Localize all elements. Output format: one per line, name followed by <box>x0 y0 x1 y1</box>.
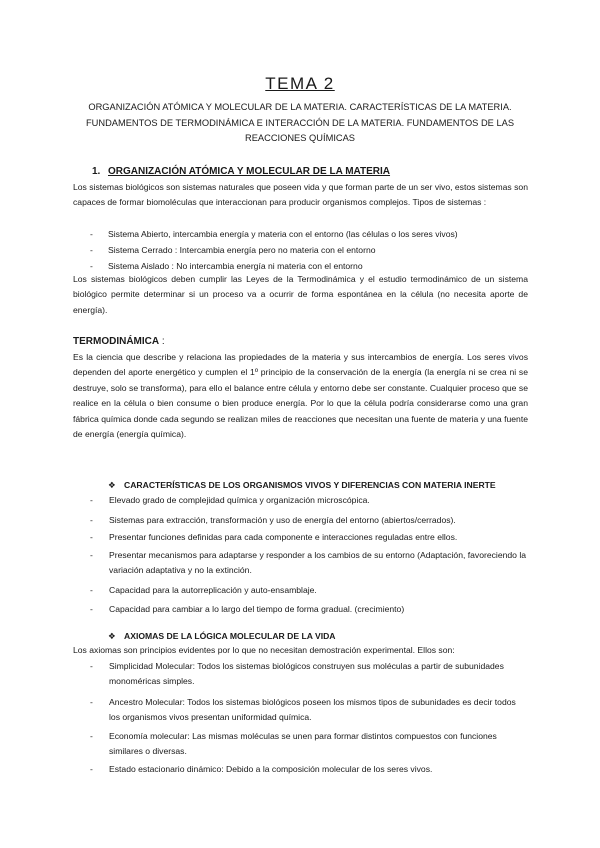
termodinamica-heading: TERMODINÁMICA : <box>73 336 165 347</box>
list-item: - Estado estacionario dinámico: Debido a la composición molecular de los seres vivos. <box>90 764 433 774</box>
list-item: - Presentar mecanismos para adaptarse y responder a los cambios de su entorno (Adaptación, favoreciendo la variación adaptativa y no la extinción. <box>90 550 527 576</box>
section-1-closing: Los sistemas biológicos deben cumplir las Leyes de la Termodinámica y el estudio termodinámico de un sistema biológico permite determinar si un proceso va a ocurrir de forma espontánea en la célula (no necesita aporte de energía). <box>73 274 528 315</box>
section-1-intro: Los sistemas biológicos son sistemas naturales que poseen vida y que forman parte de un ser vivo, estos sistemas son capaces de formar biomoléculas que interaccionan para producir organismos complejos. Tipos de sistemas : <box>73 182 528 208</box>
subtitle: ORGANIZACIÓN ATÓMICA Y MOLECULAR DE LA MATERIA. CARACTERÍSTICAS DE LA MATERIA. FUNDAMENTOS DE TERMODINÁMICA E INTERACCIÓN DE LA MATERIA. FUNDAMENTOS DE LAS REACCIONES QUÍMICAS <box>85 102 515 143</box>
page-title: TEMA 2 <box>265 74 335 93</box>
list-item: - Sistemas para extracción, transformación y uso de energía del entorno (abiertos/cerrados). <box>90 515 456 525</box>
section-number: 1. <box>92 166 101 177</box>
termodinamica-text: Es la ciencia que describe y relaciona las propiedades de la materia y sus intercambios de energía. Los seres vivos dependen del aporte energético y cumplen el 1º principio de la conservación de la energía (la energía ni se crea ni se destruye, solo se transforma), para ello el balance entre célula y entorno debe ser constante. Cualquier proceso que se realice en la célula o bien consume o bien produce energía. Por lo que la célula podría considerarse como una gran fábrica química donde cada segundo se realizan miles de reacciones que necesitan una fuente de materia y una fuente de energía (energía química). <box>73 352 528 440</box>
list-item: - Presentar funciones definidas para cada componente e interacciones reguladas entre ellos. <box>90 532 458 542</box>
list-item: - Capacidad para cambiar a lo largo del tiempo de forma gradual. (crecimiento) <box>90 604 405 614</box>
diamond-bullet-icon: ❖ <box>108 631 116 641</box>
section-1-heading <box>92 166 390 177</box>
caracteristicas-heading: ❖ CARACTERÍSTICAS DE LOS ORGANISMOS VIVOS Y DIFERENCIAS CON MATERIA INERTE <box>108 480 496 490</box>
list-item: - Simplicidad Molecular: Todos los sistemas biológicos construyen sus moléculas a partir de subunidades monoméricas simples. <box>90 661 504 687</box>
diamond-bullet-icon: ❖ <box>108 480 116 490</box>
list-item: - Sistema Abierto, intercambia energía y materia con el entorno (las células o los seres vivos) <box>90 229 458 239</box>
list-item: - Elevado grado de complejidad química y organización microscópica. <box>90 495 370 505</box>
axiomas-heading: ❖ AXIOMAS DE LA LÓGICA MOLECULAR DE LA VIDA <box>108 631 336 641</box>
list-item: - Sistema Aislado : No intercambia energía ni materia con el entorno <box>90 261 363 271</box>
axiomas-intro: Los axiomas son principios evidentes por lo que no necesitan demostración experimental. Ellos son: <box>73 645 455 655</box>
list-item: - Ancestro Molecular: Todos los sistemas biológicos poseen los mismos tipos de subunidades es decir todos los organismos vivos presentan uniformidad química. <box>90 697 516 723</box>
section-1-title: ORGANIZACIÓN ATÓMICA Y MOLECULAR DE LA MATERIA <box>108 166 391 177</box>
list-item: - Economía molecular: Las mismas moléculas se unen para formar distintos compuestos con funciones similares o diversas. <box>90 731 497 757</box>
list-item: - Capacidad para la autorreplicación y auto-ensamblaje. <box>90 585 317 595</box>
list-item: - Sistema Cerrado : Intercambia energía pero no materia con el entorno <box>90 245 376 255</box>
